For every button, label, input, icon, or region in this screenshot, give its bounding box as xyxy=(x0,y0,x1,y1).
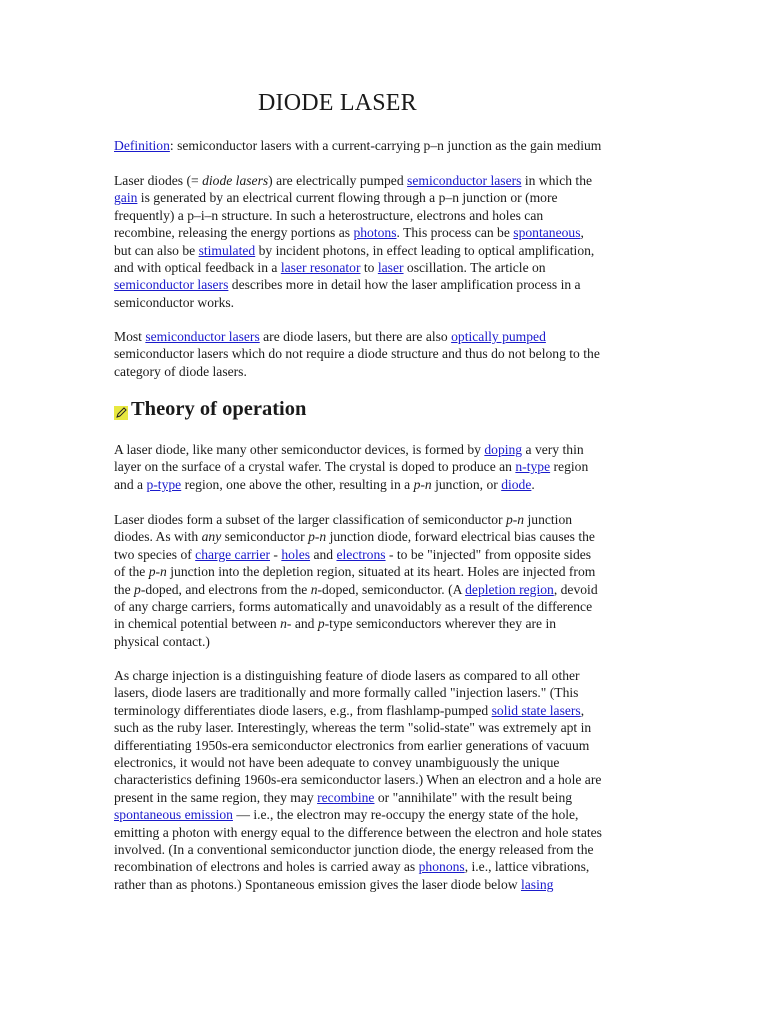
link-optically-pumped[interactable]: optically pumped xyxy=(451,329,546,344)
text-italic: n xyxy=(310,581,318,597)
link-solid-state-lasers[interactable]: solid state lasers xyxy=(491,702,581,718)
text: - to be "injected" from opposite sides xyxy=(385,546,592,562)
text: region xyxy=(550,459,589,475)
text: - xyxy=(270,546,282,562)
text: of any charge carriers, forms automatically and unavoidably as a result of the difference xyxy=(114,599,593,615)
text: category of diode lasers. xyxy=(114,363,247,379)
text: and a xyxy=(114,476,147,492)
text: differentiating 1950s-era semiconductor electronics from earlier generations of vacuum xyxy=(114,737,590,753)
text: in chemical potential between xyxy=(114,616,281,632)
text: , i.e., lattice vibrations, xyxy=(464,859,590,875)
text: Laser diodes (= xyxy=(114,173,203,188)
edit-icon[interactable] xyxy=(114,403,128,417)
text: semiconductor xyxy=(221,529,309,545)
text-italic: p-n xyxy=(413,476,432,492)
text: . xyxy=(531,476,535,492)
text: junction into the depletion region, situated at its heart. Holes are injected from xyxy=(166,564,596,580)
link-photons[interactable]: photons xyxy=(353,225,397,241)
link-charge-carrier[interactable]: charge carrier xyxy=(195,546,271,562)
link-phonons[interactable]: phonons xyxy=(418,859,465,875)
link-gain[interactable]: gain xyxy=(114,190,138,206)
most-paragraph xyxy=(114,328,654,380)
link-p-type[interactable]: p-type xyxy=(146,476,182,492)
link-spontaneous-emission[interactable]: spontaneous emission xyxy=(114,807,233,823)
text: to xyxy=(360,260,378,276)
text: present in the same region, they may xyxy=(114,789,318,805)
text: a very thin xyxy=(522,442,584,457)
text: terminology differentiates diode lasers, e.g., from flashlamp-pumped xyxy=(114,702,492,718)
text: semiconductor works. xyxy=(114,294,235,310)
text: and with optical feedback in a xyxy=(114,260,281,276)
text-italic: p-n xyxy=(505,512,525,527)
link-semiconductor-lasers-2[interactable]: semiconductor lasers xyxy=(114,277,229,293)
text: , devoid xyxy=(553,581,598,597)
text: or "annihilate" with the result being xyxy=(374,789,573,805)
text: Laser diodes form a subset of the larger classification of semiconductor xyxy=(114,512,506,527)
text: . This process can be xyxy=(396,225,514,241)
text: -doped, semiconductor. (A xyxy=(317,581,466,597)
text: A laser diode, like many other semiconductor devices, is formed by xyxy=(114,442,485,457)
text: two species of xyxy=(114,546,196,562)
text: -type semiconductors wherever they are in xyxy=(324,616,557,632)
theory-paragraph-1 xyxy=(114,441,649,493)
text-italic: p xyxy=(134,581,141,597)
theory-paragraph-3 xyxy=(114,667,659,893)
text: the xyxy=(114,581,135,597)
link-n-type[interactable]: n-type xyxy=(515,459,551,475)
link-laser[interactable]: laser xyxy=(377,260,404,276)
section-heading xyxy=(114,398,306,421)
definition-link[interactable]: Definition xyxy=(114,138,170,153)
definition-text: : semiconductor lasers with a current-carrying p–n junction as the gain medium xyxy=(169,138,602,153)
link-electrons[interactable]: electrons xyxy=(336,546,386,562)
text-italic: p-n xyxy=(308,529,327,545)
link-semiconductor-lasers[interactable]: semiconductor lasers xyxy=(407,173,522,188)
text: recombination of electrons and holes is carried away as xyxy=(114,859,419,875)
text: — i.e., the electron may re-occupy the energy state of the hole, xyxy=(232,807,579,823)
text: are diode lasers, but there are also xyxy=(259,329,452,344)
link-spontaneous[interactable]: spontaneous xyxy=(513,225,581,241)
text: ) are electrically pumped xyxy=(268,173,408,188)
text-italic: p-n xyxy=(148,564,167,580)
text: -doped, and electrons from the xyxy=(140,581,311,597)
text: describes more in detail how the laser amplification process in a xyxy=(228,277,581,293)
text: oscillation. The article on xyxy=(403,260,546,276)
link-depletion-region[interactable]: depletion region xyxy=(465,581,554,597)
text: semiconductor lasers which do not require a diode structure and thus do not belong to the xyxy=(114,346,600,362)
text: , xyxy=(580,702,585,718)
text: diodes. As with xyxy=(114,529,202,545)
link-stimulated[interactable]: stimulated xyxy=(198,242,256,258)
text-italic: diode lasers xyxy=(202,173,269,188)
link-doping[interactable]: doping xyxy=(484,442,523,457)
text: emitting a photon with energy equal to the difference between the electron and hole states xyxy=(114,824,602,840)
text: electronics, it would not have been adequate to convey unambiguously the unique xyxy=(114,755,560,771)
text: characteristics defining 1960s-era semiconductor lasers.) When an electron and a hole are xyxy=(114,772,602,788)
text: region, one above the other, resulting in a xyxy=(181,476,414,492)
text: physical contact.) xyxy=(114,633,210,649)
text: involved. (In a conventional semiconductor junction diode, the energy released from the xyxy=(114,842,594,858)
text: As charge injection is a distinguishing feature of diode lasers as compared to all other xyxy=(114,668,580,683)
text: layer on the surface of a crystal wafer. The crystal is doped to produce an xyxy=(114,459,516,475)
text: in which the xyxy=(521,173,593,188)
text: Most xyxy=(114,329,146,344)
text: lasers, diode lasers are traditionally and more formally called "injection lasers." (This xyxy=(114,685,579,701)
definition-paragraph xyxy=(114,137,674,154)
link-semiconductor-lasers-3[interactable]: semiconductor lasers xyxy=(145,329,260,344)
text: junction xyxy=(524,512,573,527)
text: , xyxy=(580,225,584,241)
section-heading-text: Theory of operation xyxy=(131,398,307,420)
text: by incident photons, in effect leading to optical amplification, xyxy=(255,242,595,258)
link-lasing[interactable]: lasing xyxy=(520,876,554,892)
text: rather than as photons.) Spontaneous emission gives the laser diode below xyxy=(114,876,521,892)
theory-paragraph-2 xyxy=(114,511,654,650)
text: recombine, releasing the energy portions as xyxy=(114,225,354,241)
text-italic: n xyxy=(280,616,287,632)
text: frequently) a p–i–n structure. In such a heterostructure, electrons and holes can xyxy=(114,207,544,223)
text-italic: p xyxy=(317,616,325,632)
link-recombine[interactable]: recombine xyxy=(317,789,375,805)
link-laser-resonator[interactable]: laser resonator xyxy=(280,260,361,276)
link-diode[interactable]: diode xyxy=(501,476,532,492)
text: and xyxy=(310,546,337,562)
text: - and xyxy=(286,616,318,632)
intro-paragraph xyxy=(114,172,654,311)
text: such as the ruby laser. Interestingly, whereas the term "solid-state" was extremely apt in xyxy=(114,720,592,736)
link-holes[interactable]: holes xyxy=(281,546,311,562)
text-italic: any xyxy=(201,529,222,545)
text: junction, or xyxy=(431,476,502,492)
page-title: DIODE LASER xyxy=(258,90,417,116)
text: of the xyxy=(114,564,149,580)
text: is generated by an electrical current flowing through a p–n junction or (more xyxy=(137,190,558,206)
text: junction diode, forward electrical bias causes the xyxy=(326,529,595,545)
text: but can also be xyxy=(114,242,199,258)
